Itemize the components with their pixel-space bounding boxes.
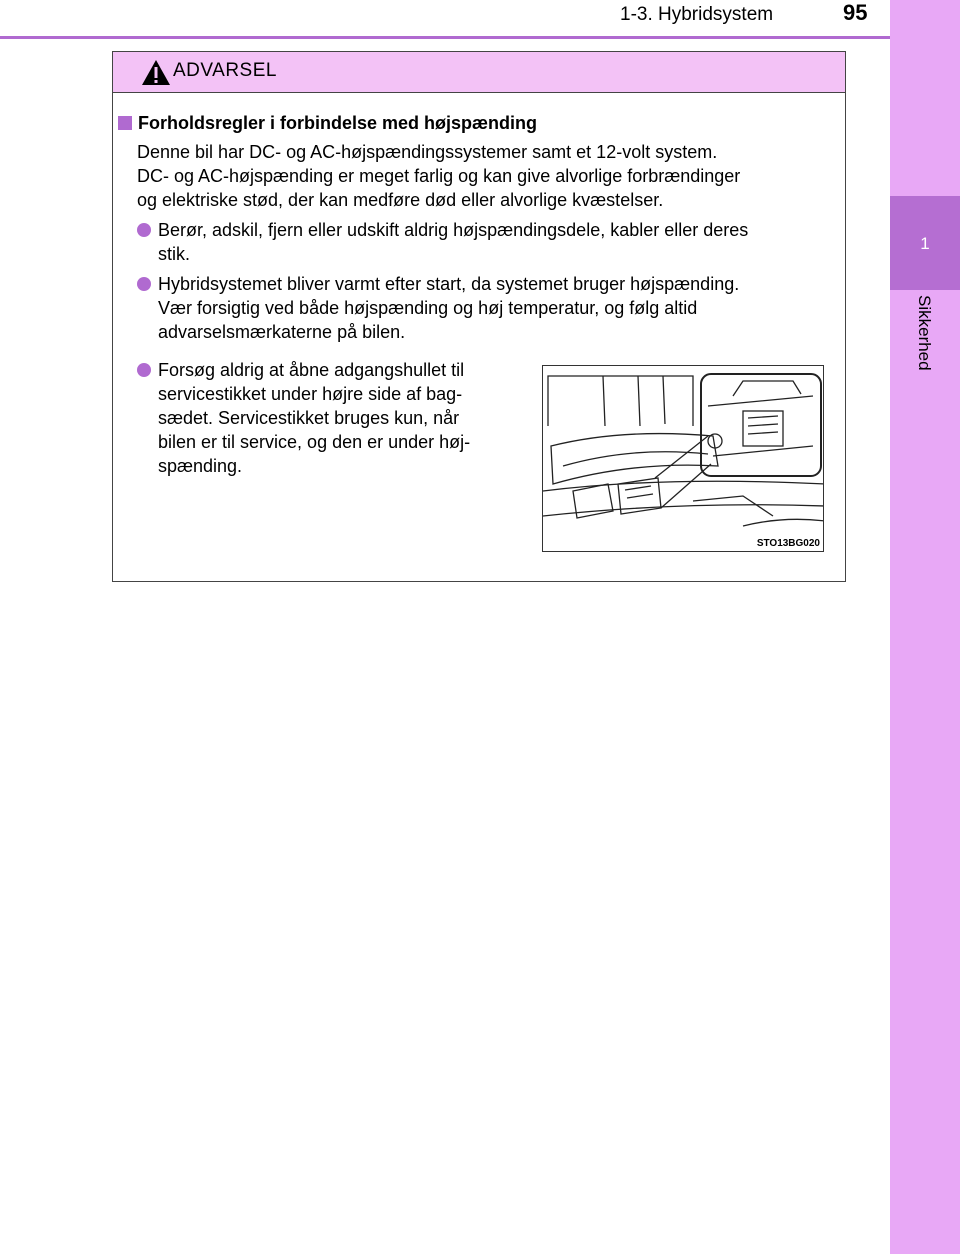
side-strip: [890, 0, 960, 1254]
warning-box: [112, 51, 846, 582]
bullet-dot-icon: [137, 277, 151, 291]
section-title: 1-3. Hybridsystem: [620, 4, 774, 25]
warning-header: [113, 52, 845, 93]
bullet-line: sædet. Servicestikket bruges kun, når: [158, 408, 460, 428]
intro-line: og elektriske stød, der kan medføre død eller alvorlige kvæstelser.: [137, 190, 664, 210]
bullet-item: [137, 272, 841, 346]
bullet-line: stik.: [158, 244, 191, 264]
bullet-line: Berør, adskil, fjern eller udskift aldrig højspændingsdele, kabler eller deres: [158, 220, 749, 240]
page-number: 95: [843, 0, 868, 25]
bullet-line: Hybridsystemet bliver varmt efter start, da systemet bruger højspænding.: [158, 274, 740, 294]
bullet-dot-icon: [137, 223, 151, 237]
chapter-label: [890, 290, 960, 400]
chapter-tab[interactable]: [890, 196, 960, 290]
header-divider: [0, 36, 890, 39]
bullet-line: spænding.: [158, 456, 243, 476]
chapter-label-text: Sikkerhed: [915, 295, 934, 371]
warning-heading: [118, 113, 537, 134]
square-bullet-icon: [118, 116, 132, 130]
chapter-number: 1: [920, 234, 930, 253]
warning-heading-text: Forholdsregler i forbindelse med højspænding: [138, 113, 538, 133]
bullet-item: [137, 218, 841, 268]
service-plug-illustration: [542, 365, 824, 552]
bullet-line: Forsøg aldrig at åbne adgangshullet til: [158, 360, 465, 380]
intro-line: Denne bil har DC- og AC-højspændingssystemer samt et 12-volt system.: [137, 142, 718, 162]
car-interior-drawing: [543, 366, 824, 552]
warning-triangle-icon: [141, 59, 171, 86]
bullet-line: bilen er til service, og den er under høj-: [158, 432, 471, 452]
figure-caption: STO13BG020: [756, 538, 820, 549]
bullet-text: [158, 358, 523, 478]
intro-paragraph: [137, 140, 830, 212]
bullet-text: [158, 272, 841, 344]
bullet-line: Vær forsigtig ved både højspænding og høj temperatur, og følg altid: [158, 298, 698, 318]
bullet-text: [158, 218, 841, 266]
bullet-dot-icon: [137, 363, 151, 377]
intro-line: DC- og AC-højspænding er meget farlig og kan give alvorlige forbrændinger: [137, 166, 741, 186]
bullet-line: servicestikket under højre side af bag-: [158, 384, 463, 404]
bullet-line: advarselsmærkaterne på bilen.: [158, 322, 406, 342]
bullet-item: [137, 358, 523, 482]
warning-title: ADVARSEL: [173, 60, 277, 81]
